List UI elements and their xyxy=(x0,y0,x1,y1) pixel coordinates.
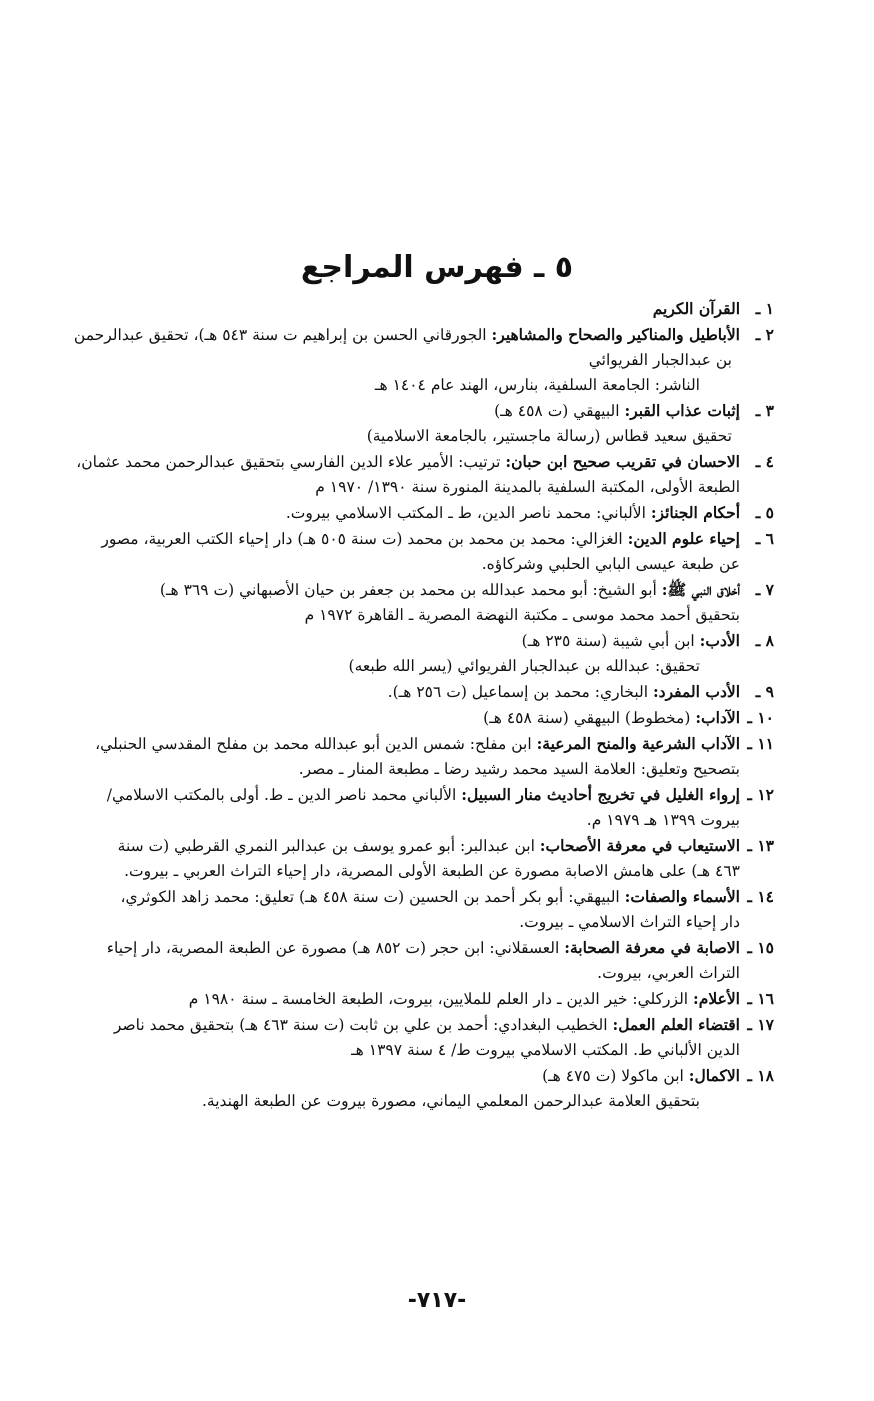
page-title: ٥ ـ فهرس المراجع xyxy=(300,250,574,285)
reference-line xyxy=(94,859,740,884)
reference-title: الأدب المفرد: xyxy=(652,682,740,701)
reference-line xyxy=(94,424,740,449)
reference-entry xyxy=(94,1063,774,1114)
reference-detail: البخاري: محمد بن إسماعيل (ت ٢٥٦ هـ). xyxy=(387,683,653,701)
reference-line xyxy=(94,808,740,833)
reference-line xyxy=(76,449,740,475)
reference-line xyxy=(94,603,740,628)
reference-line xyxy=(94,628,740,654)
reference-line xyxy=(94,654,740,679)
reference-line xyxy=(94,348,740,373)
reference-detail: الغزالي: محمد بن محمد بن محمد (ت سنة ٥٠٥ هـ) دار إحياء الكتب العربية، مصور xyxy=(101,530,628,548)
reference-number: ٢ ـ xyxy=(755,325,774,344)
reference-line xyxy=(94,296,740,322)
page-number: -٧١٧- xyxy=(407,1288,467,1313)
reference-entry xyxy=(94,296,774,322)
reference-title: أحكام الجنائز: xyxy=(650,503,740,522)
reference-number: ١٧ ـ xyxy=(747,1015,774,1034)
reference-detail: بتحقيق العلامة عبدالرحمن المعلمي اليماني، مصورة بيروت عن الطبعة الهندية. xyxy=(201,1092,700,1110)
reference-number: ١٤ ـ xyxy=(747,887,774,906)
reference-title: الأباطيل والمناكير والصحاح والمشاهير: xyxy=(491,325,740,344)
reference-entry xyxy=(94,500,774,526)
reference-number: ٨ ـ xyxy=(755,631,774,650)
reference-detail: الزركلي: خير الدين ـ دار العلم للملايين، بيروت، الطبعة الخامسة ـ سنة ١٩٨٠ م xyxy=(188,990,694,1008)
reference-entry xyxy=(94,577,774,628)
reference-detail: بن عبدالجبار الفريوائي xyxy=(588,351,732,369)
reference-line xyxy=(94,910,740,935)
reference-detail: ابن مفلح: شمس الدين أبو عبدالله محمد بن مفلح المقدسي الحنبلي، xyxy=(95,735,537,753)
reference-line xyxy=(94,961,740,986)
reference-number: ١٣ ـ xyxy=(747,836,774,855)
reference-detail: ترتيب: الأمير علاء الدين الفارسي بتحقيق عبدالرحمن محمد عثمان، xyxy=(76,453,506,471)
reference-title: إحياء علوم الدين: xyxy=(627,529,740,548)
reference-entry xyxy=(94,731,774,782)
reference-number: ٦ ـ xyxy=(755,529,774,548)
reference-title: الأسماء والصفات: xyxy=(624,887,740,906)
reference-detail: الناشر: الجامعة السلفية، بنارس، الهند عام ١٤٠٤ هـ xyxy=(374,376,700,394)
reference-line xyxy=(94,935,740,961)
reference-line xyxy=(94,373,740,398)
reference-detail: الألباني محمد ناصر الدين ـ ط. أولى بالمكتب الاسلامي/ xyxy=(106,786,462,804)
reference-detail: الخطيب البغدادي: أحمد بن علي بن ثابت (ت سنة ٤٦٣ هـ) بتحقيق محمد ناصر xyxy=(113,1016,613,1034)
reference-detail: ابن ماكولا (ت ٤٧٥ هـ) xyxy=(542,1067,689,1085)
reference-number: ١٠ ـ xyxy=(747,708,774,727)
reference-entry xyxy=(94,628,774,679)
reference-title: الاستيعاب في معرفة الأصحاب: xyxy=(539,836,740,855)
reference-title: الآداب الشرعية والمنح المرعية: xyxy=(536,734,740,753)
reference-detail: بتحقيق أحمد محمد موسى ـ مكتبة النهضة المصرية ـ القاهرة ١٩٧٢ م xyxy=(304,606,740,624)
reference-entry xyxy=(73,322,774,398)
reference-title: الأدب: xyxy=(699,631,740,650)
reference-entry xyxy=(94,705,774,731)
reference-line xyxy=(94,1038,740,1063)
reference-detail: ابن أبي شيبة (سنة ٢٣٥ هـ) xyxy=(521,632,700,650)
reference-detail: تحقيق: عبدالله بن عبدالجبار الفريوائي (يسر الله طبعه) xyxy=(348,657,700,675)
reference-number: ١٥ ـ xyxy=(747,938,774,957)
reference-entry xyxy=(94,884,774,935)
reference-title: الاصابة في معرفة الصحابة: xyxy=(564,938,740,957)
reference-number: ٧ ـ xyxy=(755,580,774,599)
reference-number: ١ ـ xyxy=(755,299,774,318)
reference-line xyxy=(94,526,740,552)
reference-number: ١٨ ـ xyxy=(747,1066,774,1085)
reference-line xyxy=(94,731,740,757)
reference-entry xyxy=(94,833,774,884)
reference-title: إثبات عذاب القبر: xyxy=(624,401,740,420)
reference-entry xyxy=(94,398,774,449)
reference-detail: العسقلاني: ابن حجر (ت ٨٥٢ هـ) مصورة عن الطبعة المصرية، دار إحياء xyxy=(106,939,565,957)
reference-entry xyxy=(94,782,774,833)
reference-number: ٤ ـ xyxy=(755,452,774,471)
reference-line xyxy=(94,986,740,1012)
reference-title: أخلاق النبي ﷺ: xyxy=(661,580,740,599)
reference-detail: بتصحيح وتعليق: العلامة السيد محمد رشيد رضا ـ مطبعة المنار ـ مصر. xyxy=(298,760,740,778)
references-list xyxy=(73,296,774,1114)
reference-line xyxy=(94,398,740,424)
reference-line xyxy=(94,577,740,603)
reference-line xyxy=(94,757,740,782)
reference-detail: الألباني: محمد ناصر الدين، ط ـ المكتب الاسلامي بيروت. xyxy=(285,504,651,522)
reference-title: الأعلام: xyxy=(693,989,740,1008)
reference-detail: البيهقي (ت ٤٥٨ هـ) xyxy=(494,402,625,420)
reference-entry xyxy=(76,449,774,500)
reference-line xyxy=(94,1089,740,1114)
reference-entry xyxy=(94,986,774,1012)
reference-detail: أبو الشيخ: أبو محمد عبدالله بن محمد بن جعفر بن حيان الأصبهاني (ت ٣٦٩ هـ) xyxy=(159,581,662,599)
reference-line xyxy=(94,1012,740,1038)
reference-number: ٣ ـ xyxy=(755,401,774,420)
reference-detail: ٤٦٣ هـ) على هامش الاصابة مصورة عن الطبعة الأولى المصرية، دار إحياء التراث العربي ـ بيروت. xyxy=(124,862,740,880)
reference-entry xyxy=(94,1012,774,1063)
reference-line xyxy=(94,552,740,577)
reference-title: إرواء الغليل في تخريج أحاديث منار السبيل: xyxy=(461,785,740,804)
reference-detail: التراث العربي، بيروت. xyxy=(597,964,740,982)
reference-number: ١١ ـ xyxy=(747,734,774,753)
reference-detail: الدين الألباني ط. المكتب الاسلامي بيروت ط/ ٤ سنة ١٣٩٧ هـ xyxy=(351,1041,740,1059)
reference-title: الاحسان في تقريب صحيح ابن حبان: xyxy=(505,452,740,471)
reference-number: ١٢ ـ xyxy=(747,785,774,804)
reference-title: القرآن الكريم xyxy=(652,299,740,318)
reference-title: الاكمال: xyxy=(688,1066,740,1085)
reference-detail: الجورقاني الحسن بن إبراهيم ت سنة ٥٤٣ هـ)، تحقيق عبدالرحمن xyxy=(73,326,492,344)
reference-detail: دار إحياء التراث الاسلامي ـ بيروت. xyxy=(519,913,740,931)
reference-line xyxy=(94,1063,740,1089)
reference-title: الآداب: xyxy=(695,708,740,727)
reference-title: اقتضاء العلم العمل: xyxy=(612,1015,740,1034)
reference-line xyxy=(94,884,740,910)
reference-line xyxy=(94,833,740,859)
reference-number: ٩ ـ xyxy=(755,682,774,701)
reference-detail: ابن عبدالبر: أبو عمرو يوسف بن عبدالبر النمري القرطبي (ت سنة xyxy=(117,837,540,855)
reference-detail: (مخطوط) البيهقي (سنة ٤٥٨ هـ) xyxy=(483,709,696,727)
reference-entry xyxy=(94,526,774,577)
reference-detail: عن طبعة عيسى البابي الحلبي وشركاؤه. xyxy=(481,555,740,573)
reference-line xyxy=(94,782,740,808)
reference-line xyxy=(94,500,740,526)
reference-number: ١٦ ـ xyxy=(747,989,774,1008)
reference-detail: تحقيق سعيد قطاس (رسالة ماجستير، بالجامعة الاسلامية) xyxy=(366,427,732,445)
reference-detail: البيهقي: أبو بكر أحمد بن الحسين (ت سنة ٤٥٨ هـ) تعليق: محمد زاهد الكوثري، xyxy=(120,888,625,906)
reference-detail: الطبعة الأولى، المكتبة السلفية بالمدينة المنورة سنة ١٣٩٠/ ١٩٧٠ م xyxy=(315,478,740,496)
reference-line xyxy=(94,475,740,500)
reference-line xyxy=(94,705,740,731)
reference-line xyxy=(73,322,740,348)
reference-detail: بيروت ١٣٩٩ هـ ١٩٧٩ م. xyxy=(586,811,740,829)
reference-line xyxy=(94,679,740,705)
reference-entry xyxy=(94,679,774,705)
reference-entry xyxy=(94,935,774,986)
reference-number: ٥ ـ xyxy=(755,503,774,522)
